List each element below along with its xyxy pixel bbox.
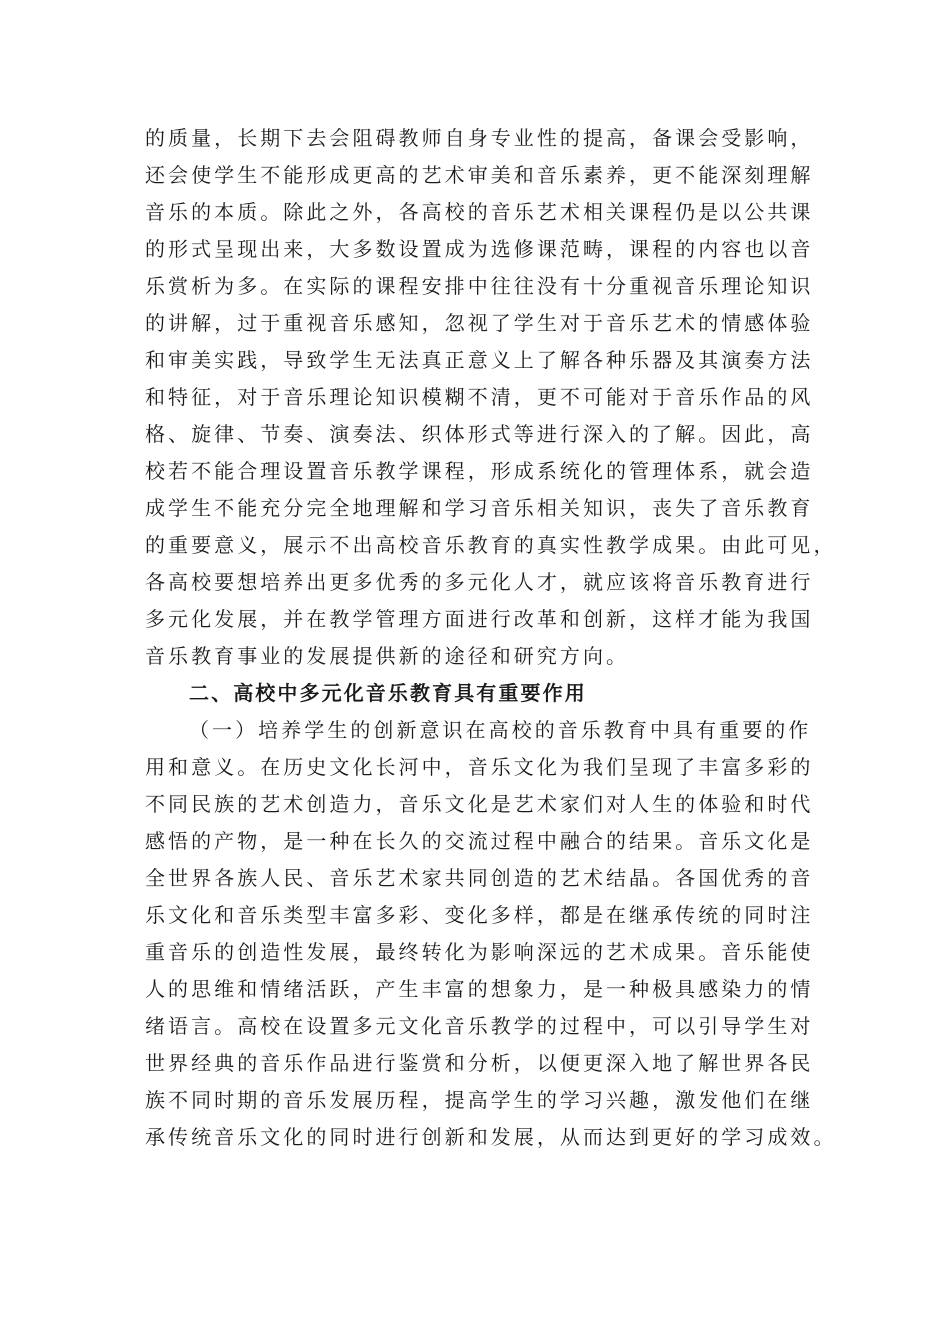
paragraph-line: 的讲解，过于重视音乐感知，忽视了学生对于音乐艺术的情感体验 bbox=[145, 311, 814, 335]
paragraph-line: 音乐教育事业的发展提供新的途径和研究方向。 bbox=[145, 644, 630, 668]
body-text bbox=[145, 120, 837, 1156]
paragraph-line: 格、旋律、节奏、演奏法、织体形式等进行深入的了解。因此，高 bbox=[145, 422, 814, 446]
paragraph-line: 重音乐的创造性发展，最终转化为影响深远的艺术成果。音乐能使 bbox=[145, 940, 814, 964]
paragraph-line: 的质量，长期下去会阻碍教师自身专业性的提高，备课会受影响， bbox=[145, 126, 814, 150]
paragraph-line: 成学生不能充分完全地理解和学习音乐相关知识，丧失了音乐教育 bbox=[145, 496, 814, 520]
paragraph-line: 绪语言。高校在设置多元文化音乐教学的过程中，可以引导学生对 bbox=[145, 1014, 814, 1038]
paragraph-line: 乐文化和音乐类型丰富多彩、变化多样，都是在继承传统的同时注 bbox=[145, 903, 814, 927]
paragraph-line: 音乐的本质。除此之外，各高校的音乐艺术相关课程仍是以公共课 bbox=[145, 200, 814, 224]
paragraph-line: 多元化发展，并在教学管理方面进行改革和创新，这样才能为我国 bbox=[145, 607, 814, 631]
paragraph-line: 的重要意义，展示不出高校音乐教育的真实性教学成果。由此可见， bbox=[145, 533, 837, 557]
paragraph-line: 不同民族的艺术创造力，音乐文化是艺术家们对人生的体验和时代 bbox=[145, 792, 814, 816]
paragraph-line: 感悟的产物，是一种在长久的交流过程中融合的结果。音乐文化是 bbox=[145, 829, 814, 853]
paragraph-line: （一）培养学生的创新意识在高校的音乐教育中具有重要的作 bbox=[189, 718, 812, 742]
paragraph-line: 校若不能合理设置音乐教学课程，形成系统化的管理体系，就会造 bbox=[145, 459, 814, 483]
paragraph-line: 世界经典的音乐作品进行鉴赏和分析，以便更深入地了解世界各民 bbox=[145, 1051, 814, 1075]
paragraph-line: 族不同时期的音乐发展历程，提高学生的学习兴趣，激发他们在继 bbox=[145, 1088, 814, 1112]
paragraph-line: 人的思维和情绪活跃，产生丰富的想象力，是一种极具感染力的情 bbox=[145, 977, 814, 1001]
paragraph-line: 还会使学生不能形成更高的艺术审美和音乐素养，更不能深刻理解 bbox=[145, 163, 814, 187]
paragraph-line: 和审美实践，导致学生无法真正意义上了解各种乐器及其演奏方法 bbox=[145, 348, 814, 372]
paragraph-line: 和特征，对于音乐理论知识模糊不清，更不可能对于音乐作品的风 bbox=[145, 385, 814, 409]
paragraph-line: 乐赏析为多。在实际的课程安排中往往没有十分重视音乐理论知识 bbox=[145, 274, 814, 298]
paragraph-line: 用和意义。在历史文化长河中，音乐文化为我们呈现了丰富多彩的 bbox=[145, 755, 814, 779]
section-heading: 二、高校中多元化音乐教育具有重要作用 bbox=[189, 681, 587, 705]
paragraph-line: 全世界各族人民、音乐艺术家共同创造的艺术结晶。各国优秀的音 bbox=[145, 866, 814, 890]
paragraph-line: 各高校要想培养出更多优秀的多元化人才，就应该将音乐教育进行 bbox=[145, 570, 814, 594]
paragraph-line: 的形式呈现出来，大多数设置成为选修课范畴，课程的内容也以音 bbox=[145, 237, 814, 261]
paragraph-line: 承传统音乐文化的同时进行创新和发展，从而达到更好的学习成效。 bbox=[145, 1125, 837, 1149]
